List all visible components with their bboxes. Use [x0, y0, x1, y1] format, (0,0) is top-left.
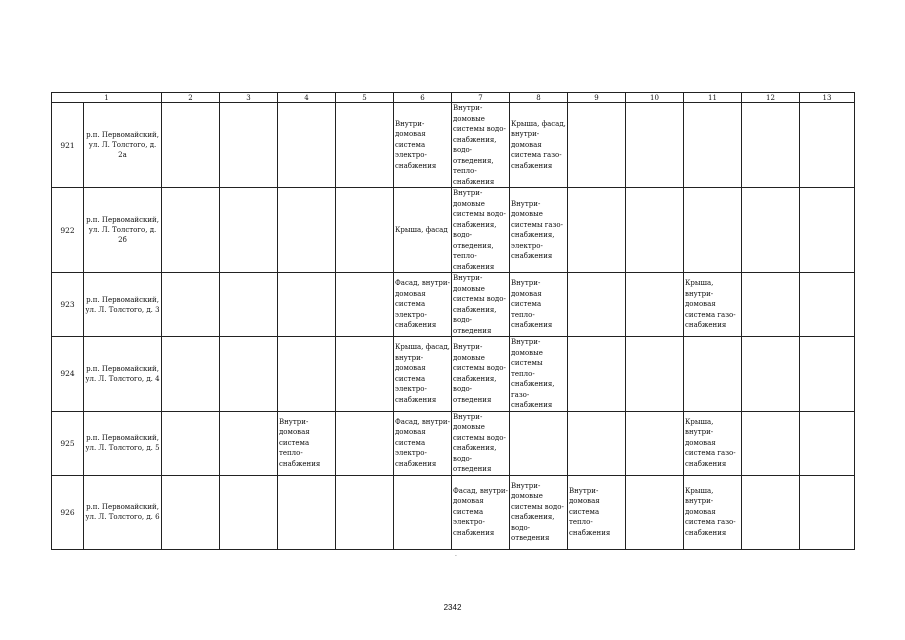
table-cell	[162, 475, 220, 549]
table-cell	[742, 411, 800, 475]
table-cell	[800, 103, 855, 188]
row-number: 923	[52, 273, 84, 337]
table-cell	[568, 411, 626, 475]
table-cell	[800, 337, 855, 412]
row-number: 921	[52, 103, 84, 188]
table-cell	[278, 337, 336, 412]
table-cell: Внутри- домовые системы тепло- снабжения, газо- снабжения	[510, 337, 568, 412]
column-header: 9	[568, 93, 626, 103]
table-cell	[278, 273, 336, 337]
table-cell: Внутри- домовые системы водо- снабжения, водо- отведения	[452, 337, 510, 412]
table-cell	[220, 337, 278, 412]
row-address: р.п. Первомайский, ул. Л. Толстого, д. 2а	[84, 103, 162, 188]
table-cell	[220, 273, 278, 337]
row-address: р.п. Первомайский, ул. Л. Толстого, д. 2б	[84, 188, 162, 273]
table-cell: Внутри- домовая система тепло- снабжения	[510, 273, 568, 337]
table-cell: Крыша, фасад, внутри- домовая система газо- снабжения	[510, 103, 568, 188]
row-address: р.п. Первомайский, ул. Л. Толстого, д. 5	[84, 411, 162, 475]
table-cell: Крыша, внутри- домовая система газо- снабжения	[684, 475, 742, 549]
table-cell	[278, 103, 336, 188]
header-row	[52, 93, 855, 103]
table-cell	[626, 188, 684, 273]
table-cell	[626, 103, 684, 188]
table-cell: Фасад, внутри- домовая система электро- снабжения	[394, 273, 452, 337]
table-cell	[568, 337, 626, 412]
row-number: 926	[52, 475, 84, 549]
table-cell	[220, 188, 278, 273]
table-cell: Внутри- домовая система тепло- снабжения	[278, 411, 336, 475]
table-cell	[220, 411, 278, 475]
table-cell	[510, 411, 568, 475]
column-header: 8	[510, 93, 568, 103]
table-cell	[742, 188, 800, 273]
table-cell	[626, 337, 684, 412]
table-cell: Фасад, внутри- домовая система электро- снабжения	[394, 411, 452, 475]
table-cell: Крыша, фасад	[394, 188, 452, 273]
table-row	[52, 475, 855, 549]
column-header: 1	[52, 93, 162, 103]
table-cell	[220, 475, 278, 549]
table-cell: Внутри- домовые системы газо- снабжения, электро- снабжения	[510, 188, 568, 273]
table-cell	[800, 188, 855, 273]
table-cell	[742, 475, 800, 549]
column-header: 10	[626, 93, 684, 103]
table-cell	[684, 337, 742, 412]
table-row	[52, 337, 855, 412]
table-cell	[278, 188, 336, 273]
table-cell	[800, 273, 855, 337]
table-cell	[742, 273, 800, 337]
table-cell	[336, 411, 394, 475]
table-cell	[336, 475, 394, 549]
table-cell	[684, 103, 742, 188]
scan-dot: ·	[455, 553, 457, 560]
table-cell: Внутри- домовые системы водо- снабжения, водо- отведения	[510, 475, 568, 549]
table-cell	[336, 273, 394, 337]
table-row	[52, 103, 855, 188]
table-cell	[162, 411, 220, 475]
table-cell: Внутри- домовые системы водо- снабжения, водо- отведения	[452, 273, 510, 337]
page-number: 2342	[443, 603, 462, 612]
table-cell	[684, 188, 742, 273]
column-header: 13	[800, 93, 855, 103]
table-cell	[162, 103, 220, 188]
table-cell	[626, 273, 684, 337]
table-cell	[742, 337, 800, 412]
table-cell	[568, 273, 626, 337]
table-cell	[278, 475, 336, 549]
row-number: 924	[52, 337, 84, 412]
works-table	[51, 92, 855, 550]
row-address: р.п. Первомайский, ул. Л. Толстого, д. 3	[84, 273, 162, 337]
table-cell: Внутри- домовая система электро- снабжения	[394, 103, 452, 188]
column-header: 4	[278, 93, 336, 103]
table-cell: Фасад, внутри- домовая система электро- снабжения	[452, 475, 510, 549]
table-cell	[162, 273, 220, 337]
column-header: 2	[162, 93, 220, 103]
table-cell	[626, 411, 684, 475]
table-cell	[336, 337, 394, 412]
table-cell: Внутри- домовая система тепло- снабжения	[568, 475, 626, 549]
table-cell	[742, 103, 800, 188]
table-cell	[568, 103, 626, 188]
column-header: 3	[220, 93, 278, 103]
table-cell: Внутри- домовые системы водо- снабжения, водо- отведения, тепло- снабжения	[452, 103, 510, 188]
row-address: р.п. Первомайский, ул. Л. Толстого, д. 4	[84, 337, 162, 412]
table-cell	[336, 103, 394, 188]
column-header: 6	[394, 93, 452, 103]
table-row	[52, 188, 855, 273]
row-number: 925	[52, 411, 84, 475]
table-cell	[800, 411, 855, 475]
table-cell	[568, 188, 626, 273]
table-row	[52, 411, 855, 475]
column-header: 5	[336, 93, 394, 103]
column-header: 7	[452, 93, 510, 103]
table-cell: Крыша, внутри- домовая система газо- снабжения	[684, 411, 742, 475]
table-cell: Крыша, фасад, внутри- домовая система электро- снабжения	[394, 337, 452, 412]
column-header: 12	[742, 93, 800, 103]
row-number: 922	[52, 188, 84, 273]
table-cell	[800, 475, 855, 549]
row-address: р.п. Первомайский, ул. Л. Толстого, д. 6	[84, 475, 162, 549]
table-cell	[626, 475, 684, 549]
table-cell: Крыша, внутри- домовая система газо- снабжения	[684, 273, 742, 337]
column-header: 11	[684, 93, 742, 103]
table-cell	[162, 188, 220, 273]
table-row	[52, 273, 855, 337]
table-cell: Внутри- домовые системы водо- снабжения, водо- отведения, тепло- снабжения	[452, 188, 510, 273]
table-cell: Внутри- домовые системы водо- снабжения, водо- отведения	[452, 411, 510, 475]
table-cell	[336, 188, 394, 273]
table-cell	[162, 337, 220, 412]
table-cell	[220, 103, 278, 188]
table-cell	[394, 475, 452, 549]
